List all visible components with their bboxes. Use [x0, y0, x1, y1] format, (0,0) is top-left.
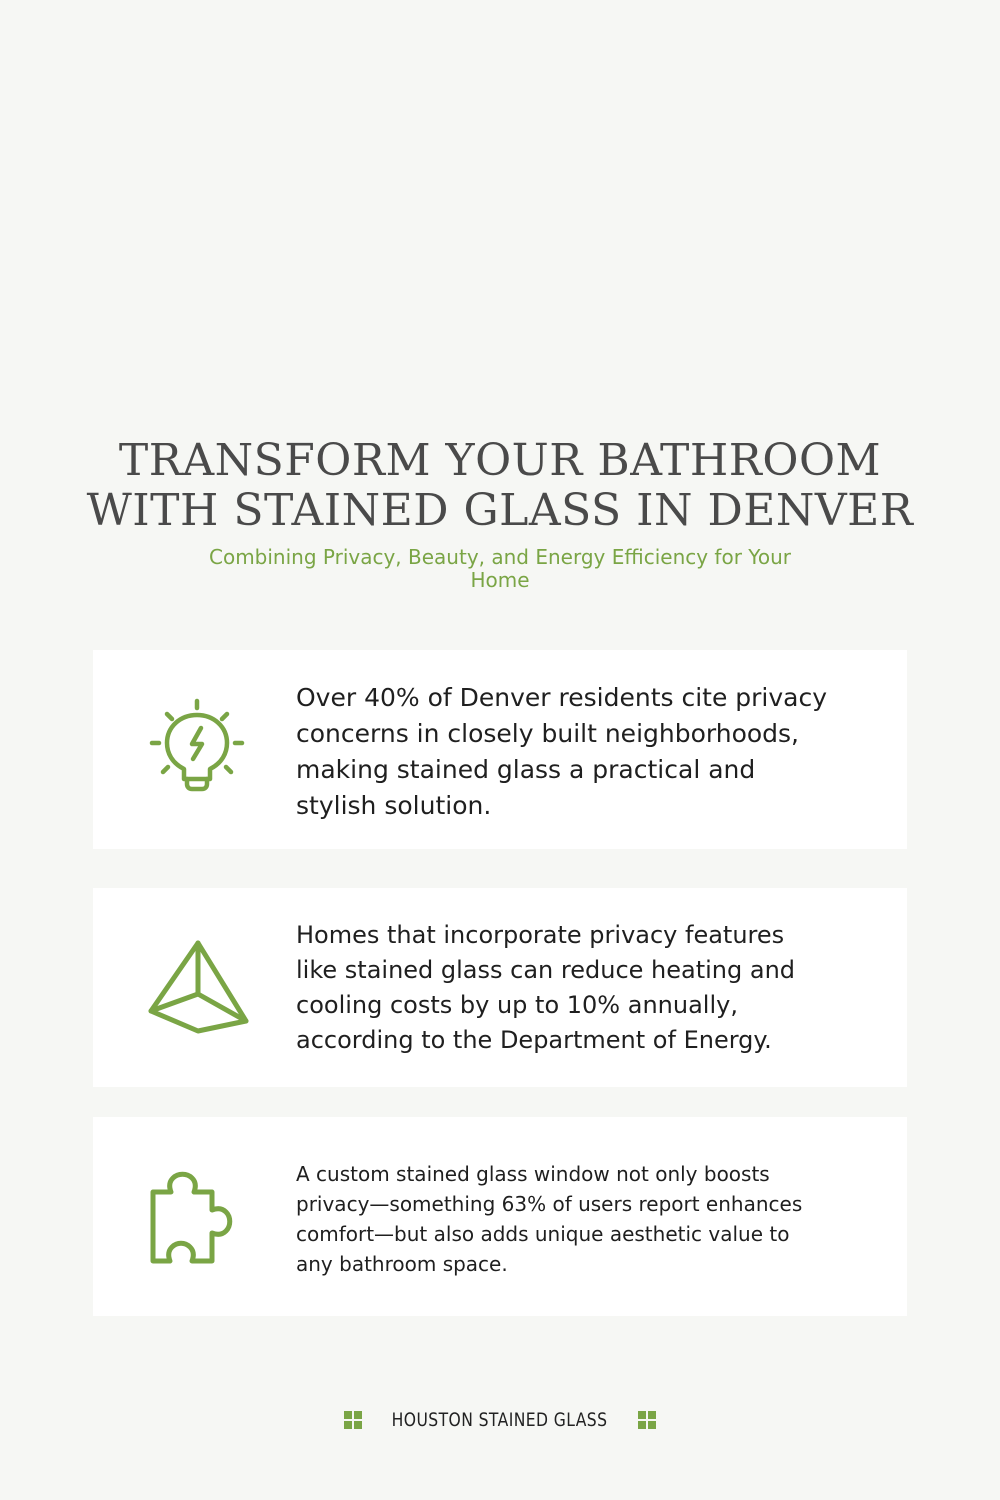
brand-logo [0, 1407, 1000, 1433]
window-grid-icon [344, 1411, 362, 1429]
page-title-line-1: TRANSFORM YOUR BATHROOM [118, 435, 882, 486]
window-grid-icon [638, 1411, 656, 1429]
fact-text: Over 40% of Denver residents cite privacy concerns in closely built neighborhoods, making stained glass a practical and stylish solution. [296, 683, 828, 820]
pyramid-icon [141, 933, 253, 1045]
fact-card-privacy [93, 650, 907, 849]
puzzle-piece-icon [141, 1161, 253, 1273]
fact-card-energy [93, 888, 907, 1087]
brand-name: HOUSTON STAINED GLASS [392, 1409, 608, 1431]
fact-text: Homes that incorporate privacy features like stained glass can reduce heating and cooling costs by up to 10% annually, according to the Department of Energy. [296, 921, 796, 1054]
lightbulb-icon [141, 693, 253, 805]
page-title [0, 436, 1000, 536]
page-subtitle: Combining Privacy, Beauty, and Energy Efficiency for Your Home [209, 545, 791, 592]
fact-text: A custom stained glass window not only boosts privacy—something 63% of users report enhances comfort—but also adds unique aesthetic value to any bathroom space. [296, 1162, 803, 1276]
page-title-line-2: WITH STAINED GLASS IN DENVER [86, 485, 914, 536]
fact-card-comfort [93, 1117, 907, 1316]
